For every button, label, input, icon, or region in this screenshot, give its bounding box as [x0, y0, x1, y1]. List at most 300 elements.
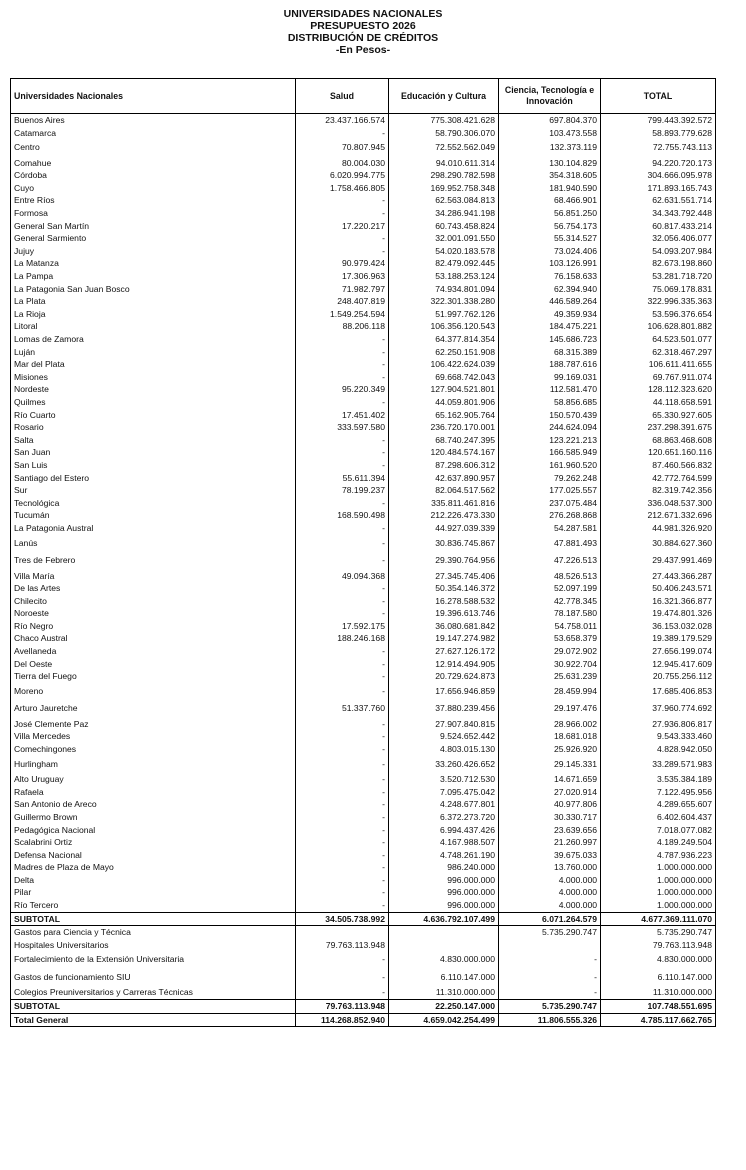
cell-total: 32.056.406.077: [601, 232, 716, 245]
table-row: [11, 683, 716, 701]
subtotal-other-educacion: 22.250.147.000: [389, 1000, 499, 1014]
cell-educacion: 4.803.015.130: [389, 743, 499, 756]
table-row: [11, 522, 716, 535]
cell-label: Avellaneda: [11, 645, 296, 658]
cell-educacion: 36.080.681.842: [389, 620, 499, 633]
cell-salud: -: [296, 595, 389, 608]
cell-ciencia: -: [499, 951, 601, 969]
cell-educacion: 27.627.126.172: [389, 645, 499, 658]
cell-ciencia: 68.466.901: [499, 194, 601, 207]
cell-educacion: 62.563.084.813: [389, 194, 499, 207]
cell-salud: -: [296, 127, 389, 140]
cell-label: Santiago del Estero: [11, 472, 296, 485]
table-row: [11, 570, 716, 583]
table-row: [11, 658, 716, 671]
cell-educacion: 19.396.613.746: [389, 607, 499, 620]
cell-ciencia: 103.473.558: [499, 127, 601, 140]
cell-total: 42.772.764.599: [601, 472, 716, 485]
cell-educacion: 6.994.437.426: [389, 824, 499, 837]
cell-educacion: 50.354.146.372: [389, 582, 499, 595]
table-row: [11, 320, 716, 333]
cell-salud: -: [296, 824, 389, 837]
cell-total: 58.893.779.628: [601, 127, 716, 140]
cell-total: 120.651.160.116: [601, 446, 716, 459]
table-row: [11, 582, 716, 595]
table-row: [11, 383, 716, 396]
cell-ciencia: 4.000.000: [499, 886, 601, 899]
subtotal-total: 4.677.369.111.070: [601, 912, 716, 926]
cell-ciencia: 697.804.370: [499, 114, 601, 127]
cell-educacion: 33.260.426.652: [389, 756, 499, 774]
cell-educacion: 82.064.517.562: [389, 484, 499, 497]
table-row: [11, 169, 716, 182]
cell-educacion: 775.308.421.628: [389, 114, 499, 127]
cell-label: Río Negro: [11, 620, 296, 633]
header-title: UNIVERSIDADES NACIONALES: [283, 8, 443, 20]
cell-educacion: 53.188.253.124: [389, 270, 499, 283]
cell-salud: -: [296, 969, 389, 987]
cell-label: Comechingones: [11, 743, 296, 756]
cell-label: Del Oeste: [11, 658, 296, 671]
cell-ciencia: 39.675.033: [499, 849, 601, 862]
table-row: [11, 459, 716, 472]
cell-ciencia: 23.639.656: [499, 824, 601, 837]
cell-total: 11.310.000.000: [601, 986, 716, 999]
cell-salud: -: [296, 730, 389, 743]
cell-total: 20.755.256.112: [601, 670, 716, 683]
cell-label: Chaco Austral: [11, 632, 296, 645]
cell-salud: -: [296, 861, 389, 874]
cell-ciencia: 99.169.031: [499, 371, 601, 384]
cell-salud: -: [296, 552, 389, 570]
universities-body: [11, 114, 716, 913]
cell-ciencia: 78.187.580: [499, 607, 601, 620]
cell-label: Mar del Plata: [11, 358, 296, 371]
cell-total: 106.611.411.655: [601, 358, 716, 371]
cell-ciencia: 55.314.527: [499, 232, 601, 245]
cell-ciencia: 161.960.520: [499, 459, 601, 472]
cell-salud: -: [296, 645, 389, 658]
cell-salud: 17.306.963: [296, 270, 389, 283]
cell-educacion: 7.095.475.042: [389, 786, 499, 799]
cell-salud: -: [296, 951, 389, 969]
table-row: [11, 446, 716, 459]
table-row: [11, 798, 716, 811]
cell-total: 30.884.627.360: [601, 535, 716, 553]
cell-salud: 49.094.368: [296, 570, 389, 583]
cell-ciencia: -: [499, 969, 601, 987]
table-row: [11, 484, 716, 497]
subtotal-salud: 34.505.738.992: [296, 912, 389, 926]
cell-salud: 1.549.254.594: [296, 308, 389, 321]
cell-ciencia: 103.126.991: [499, 257, 601, 270]
table-row: [11, 756, 716, 774]
cell-ciencia: 68.315.389: [499, 346, 601, 359]
table-row: [11, 899, 716, 912]
total-general-label: Total General: [11, 1013, 296, 1027]
cell-educacion: 44.059.801.906: [389, 396, 499, 409]
cell-educacion: 82.479.092.445: [389, 257, 499, 270]
cell-salud: -: [296, 886, 389, 899]
cell-total: 16.321.366.877: [601, 595, 716, 608]
table-header-row: [11, 79, 716, 114]
cell-label: Defensa Nacional: [11, 849, 296, 862]
cell-educacion: 996.000.000: [389, 874, 499, 887]
cell-total: 1.000.000.000: [601, 886, 716, 899]
cell-total: 65.330.927.605: [601, 409, 716, 422]
table-row: [11, 308, 716, 321]
table-row: [11, 220, 716, 233]
table-row: [11, 535, 716, 553]
cell-label: La Rioja: [11, 308, 296, 321]
cell-salud: 78.199.237: [296, 484, 389, 497]
cell-ciencia: 52.097.199: [499, 582, 601, 595]
cell-salud: 23.437.166.574: [296, 114, 389, 127]
cell-ciencia: 123.221.213: [499, 434, 601, 447]
cell-ciencia: 130.104.829: [499, 157, 601, 170]
cell-salud: -: [296, 607, 389, 620]
table-row: [11, 245, 716, 258]
subtotal-other-label: SUBTOTAL: [11, 1000, 296, 1014]
cell-label: Misiones: [11, 371, 296, 384]
cell-salud: 333.597.580: [296, 421, 389, 434]
cell-total: 34.343.792.448: [601, 207, 716, 220]
table-row: [11, 358, 716, 371]
cell-salud: 1.758.466.805: [296, 182, 389, 195]
cell-salud: 90.979.424: [296, 257, 389, 270]
table-row: [11, 139, 716, 157]
table-row: [11, 257, 716, 270]
cell-salud: -: [296, 446, 389, 459]
cell-ciencia: 49.359.934: [499, 308, 601, 321]
cell-educacion: 996.000.000: [389, 886, 499, 899]
cell-label: Gastos para Ciencia y Técnica: [11, 926, 296, 939]
table-row: [11, 333, 716, 346]
cell-total: 27.656.199.074: [601, 645, 716, 658]
table-row: [11, 632, 716, 645]
cell-salud: 17.451.402: [296, 409, 389, 422]
cell-label: Córdoba: [11, 169, 296, 182]
cell-salud: -: [296, 836, 389, 849]
cell-educacion: 4.167.988.507: [389, 836, 499, 849]
cell-label: La Plata: [11, 295, 296, 308]
cell-total: 36.153.032.028: [601, 620, 716, 633]
cell-ciencia: 177.025.557: [499, 484, 601, 497]
other-items-body: [11, 926, 716, 1000]
cell-total: 322.996.335.363: [601, 295, 716, 308]
cell-total: 79.763.113.948: [601, 939, 716, 952]
cell-total: 4.189.249.504: [601, 836, 716, 849]
cell-educacion: 11.310.000.000: [389, 986, 499, 999]
cell-label: Sur: [11, 484, 296, 497]
cell-salud: -: [296, 535, 389, 553]
cell-ciencia: 30.922.704: [499, 658, 601, 671]
column-header-salud: Salud: [296, 79, 389, 114]
cell-total: 7.122.495.956: [601, 786, 716, 799]
cell-total: 82.319.742.356: [601, 484, 716, 497]
cell-label: Luján: [11, 346, 296, 359]
cell-ciencia: 18.681.018: [499, 730, 601, 743]
cell-label: José Clemente Paz: [11, 718, 296, 731]
cell-ciencia: 79.262.248: [499, 472, 601, 485]
column-header-educacion: Educación y Cultura: [389, 79, 499, 114]
table-row: [11, 509, 716, 522]
cell-ciencia: -: [499, 986, 601, 999]
cell-label: La Pampa: [11, 270, 296, 283]
cell-label: Noroeste: [11, 607, 296, 620]
cell-educacion: 74.934.801.094: [389, 283, 499, 296]
cell-ciencia: 21.260.997: [499, 836, 601, 849]
cell-total: 87.460.566.832: [601, 459, 716, 472]
cell-ciencia: 62.394.940: [499, 283, 601, 296]
cell-ciencia: 145.686.723: [499, 333, 601, 346]
cell-label: Rosario: [11, 421, 296, 434]
cell-label: Moreno: [11, 683, 296, 701]
cell-label: Tres de Febrero: [11, 552, 296, 570]
cell-salud: -: [296, 497, 389, 510]
header-currency-note: -En Pesos-: [335, 44, 391, 56]
cell-total: 6.402.604.437: [601, 811, 716, 824]
cell-ciencia: 244.624.094: [499, 421, 601, 434]
cell-ciencia: 4.000.000: [499, 899, 601, 912]
cell-educacion: 6.110.147.000: [389, 969, 499, 987]
cell-total: 19.389.179.529: [601, 632, 716, 645]
cell-total: 4.289.655.607: [601, 798, 716, 811]
cell-salud: 71.982.797: [296, 283, 389, 296]
cell-label: Fortalecimiento de la Extensión Universitaria: [11, 951, 296, 969]
cell-total: 37.960.774.692: [601, 700, 716, 718]
cell-total: 33.289.571.983: [601, 756, 716, 774]
cell-total: 237.298.391.675: [601, 421, 716, 434]
table-row: [11, 595, 716, 608]
cell-total: 54.093.207.984: [601, 245, 716, 258]
cell-salud: 6.020.994.775: [296, 169, 389, 182]
cell-educacion: 169.952.758.348: [389, 182, 499, 195]
cell-ciencia: 58.856.685: [499, 396, 601, 409]
cell-educacion: 30.836.745.867: [389, 535, 499, 553]
table-row: [11, 346, 716, 359]
cell-educacion: 335.811.461.816: [389, 497, 499, 510]
cell-educacion: 94.010.611.314: [389, 157, 499, 170]
cell-educacion: 68.740.247.395: [389, 434, 499, 447]
cell-ciencia: 30.330.717: [499, 811, 601, 824]
cell-salud: -: [296, 434, 389, 447]
table-row: [11, 645, 716, 658]
cell-educacion: 58.790.306.070: [389, 127, 499, 140]
cell-label: Hospitales Universitarios: [11, 939, 296, 952]
cell-ciencia: 56.851.250: [499, 207, 601, 220]
cell-educacion: 51.997.762.126: [389, 308, 499, 321]
cell-total: 27.443.366.287: [601, 570, 716, 583]
column-header-ciencia: Ciencia, Tecnología e Innovación: [499, 79, 601, 114]
cell-salud: -: [296, 522, 389, 535]
table-row: [11, 434, 716, 447]
cell-educacion: [389, 939, 499, 952]
cell-total: 72.755.743.113: [601, 139, 716, 157]
subtotal-other-row: [11, 1000, 716, 1014]
cell-salud: 17.220.217: [296, 220, 389, 233]
header-subtitle-budget: PRESUPUESTO 2026: [310, 20, 416, 32]
cell-label: San Luis: [11, 459, 296, 472]
cell-salud: -: [296, 207, 389, 220]
cell-educacion: 54.020.183.578: [389, 245, 499, 258]
cell-salud: 51.337.760: [296, 700, 389, 718]
cell-total: 1.000.000.000: [601, 899, 716, 912]
cell-ciencia: 40.977.806: [499, 798, 601, 811]
table-row: [11, 421, 716, 434]
cell-label: San Juan: [11, 446, 296, 459]
cell-total: 53.281.718.720: [601, 270, 716, 283]
cell-total: 5.735.290.747: [601, 926, 716, 939]
cell-ciencia: 181.940.590: [499, 182, 601, 195]
cell-educacion: 60.743.458.824: [389, 220, 499, 233]
cell-educacion: 32.001.091.550: [389, 232, 499, 245]
cell-label: Pilar: [11, 886, 296, 899]
cell-ciencia: 188.787.616: [499, 358, 601, 371]
table-row: [11, 396, 716, 409]
cell-educacion: 34.286.941.198: [389, 207, 499, 220]
cell-label: Gastos de funcionamiento SIU: [11, 969, 296, 987]
cell-salud: -: [296, 743, 389, 756]
cell-salud: 188.246.168: [296, 632, 389, 645]
cell-ciencia: 54.287.581: [499, 522, 601, 535]
cell-total: 44.981.326.920: [601, 522, 716, 535]
cell-label: Arturo Jauretche: [11, 700, 296, 718]
cell-total: 29.437.991.469: [601, 552, 716, 570]
cell-ciencia: 28.966.002: [499, 718, 601, 731]
cell-educacion: 20.729.624.873: [389, 670, 499, 683]
cell-total: 128.112.323.620: [601, 383, 716, 396]
cell-label: Catamarca: [11, 127, 296, 140]
cell-label: Nordeste: [11, 383, 296, 396]
cell-ciencia: 47.881.493: [499, 535, 601, 553]
cell-total: 17.685.406.853: [601, 683, 716, 701]
column-header-total: TOTAL: [601, 79, 716, 114]
cell-educacion: 106.356.120.543: [389, 320, 499, 333]
cell-educacion: [389, 926, 499, 939]
cell-total: 44.118.658.591: [601, 396, 716, 409]
cell-salud: 248.407.819: [296, 295, 389, 308]
cell-ciencia: 28.459.994: [499, 683, 601, 701]
cell-ciencia: 132.373.119: [499, 139, 601, 157]
totals-body: [11, 1000, 716, 1027]
budget-table: [10, 78, 716, 1027]
cell-educacion: 236.720.170.001: [389, 421, 499, 434]
cell-total: 53.596.376.654: [601, 308, 716, 321]
cell-label: Buenos Aires: [11, 114, 296, 127]
cell-educacion: 986.240.000: [389, 861, 499, 874]
cell-label: La Patagonia Austral: [11, 522, 296, 535]
cell-ciencia: 5.735.290.747: [499, 926, 601, 939]
cell-total: 50.406.243.571: [601, 582, 716, 595]
table-row: [11, 607, 716, 620]
table-row: [11, 811, 716, 824]
cell-total: 62.631.551.714: [601, 194, 716, 207]
cell-educacion: 64.377.814.354: [389, 333, 499, 346]
subtotal-educacion: 4.636.792.107.499: [389, 912, 499, 926]
cell-ciencia: 25.631.239: [499, 670, 601, 683]
cell-salud: -: [296, 849, 389, 862]
cell-label: Hurlingham: [11, 756, 296, 774]
cell-label: San Antonio de Areco: [11, 798, 296, 811]
cell-ciencia: [499, 939, 601, 952]
cell-salud: 168.590.498: [296, 509, 389, 522]
cell-label: Entre Ríos: [11, 194, 296, 207]
cell-total: 171.893.165.743: [601, 182, 716, 195]
cell-total: 336.048.537.300: [601, 497, 716, 510]
cell-label: De las Artes: [11, 582, 296, 595]
cell-total: 4.787.936.223: [601, 849, 716, 862]
header-subtitle-distribution: DISTRIBUCIÓN DE CRÉDITOS: [287, 32, 439, 44]
cell-salud: -: [296, 670, 389, 683]
table-row: [11, 371, 716, 384]
cell-ciencia: 54.758.011: [499, 620, 601, 633]
cell-educacion: 4.248.677.801: [389, 798, 499, 811]
cell-educacion: 69.668.742.043: [389, 371, 499, 384]
cell-educacion: 37.880.239.456: [389, 700, 499, 718]
cell-label: La Matanza: [11, 257, 296, 270]
table-row: [11, 194, 716, 207]
cell-ciencia: 73.024.406: [499, 245, 601, 258]
cell-educacion: 27.345.745.406: [389, 570, 499, 583]
cell-ciencia: 48.526.513: [499, 570, 601, 583]
cell-total: 64.523.501.077: [601, 333, 716, 346]
cell-label: Río Tercero: [11, 899, 296, 912]
cell-salud: -: [296, 786, 389, 799]
table-row: [11, 836, 716, 849]
cell-total: 3.535.384.189: [601, 773, 716, 786]
cell-educacion: 87.298.606.312: [389, 459, 499, 472]
table-row: [11, 874, 716, 887]
table-row: [11, 861, 716, 874]
cell-educacion: 996.000.000: [389, 899, 499, 912]
subtotal-label: SUBTOTAL: [11, 912, 296, 926]
cell-educacion: 127.904.521.801: [389, 383, 499, 396]
cell-label: Madres de Plaza de Mayo: [11, 861, 296, 874]
table-row: [11, 472, 716, 485]
table-row: [11, 939, 716, 952]
cell-salud: 70.807.945: [296, 139, 389, 157]
cell-total: 7.018.077.082: [601, 824, 716, 837]
cell-ciencia: 56.754.173: [499, 220, 601, 233]
cell-salud: -: [296, 232, 389, 245]
table-row: [11, 824, 716, 837]
cell-ciencia: 53.658.379: [499, 632, 601, 645]
cell-label: Río Cuarto: [11, 409, 296, 422]
cell-educacion: 4.830.000.000: [389, 951, 499, 969]
table-row: [11, 552, 716, 570]
cell-total: 106.628.801.882: [601, 320, 716, 333]
cell-salud: 79.763.113.948: [296, 939, 389, 952]
cell-ciencia: 29.197.476: [499, 700, 601, 718]
cell-total: 304.666.095.978: [601, 169, 716, 182]
cell-ciencia: 42.778.345: [499, 595, 601, 608]
cell-ciencia: 27.020.914: [499, 786, 601, 799]
table-row: [11, 270, 716, 283]
cell-educacion: 27.907.840.815: [389, 718, 499, 731]
cell-total: 4.830.000.000: [601, 951, 716, 969]
total-general-ciencia: 11.806.555.326: [499, 1013, 601, 1027]
cell-salud: -: [296, 396, 389, 409]
table-row: [11, 773, 716, 786]
cell-total: 12.945.417.609: [601, 658, 716, 671]
cell-salud: -: [296, 773, 389, 786]
cell-label: Centro: [11, 139, 296, 157]
cell-label: Scalabrini Ortiz: [11, 836, 296, 849]
cell-educacion: 29.390.764.956: [389, 552, 499, 570]
cell-ciencia: 354.318.605: [499, 169, 601, 182]
table-row: [11, 886, 716, 899]
